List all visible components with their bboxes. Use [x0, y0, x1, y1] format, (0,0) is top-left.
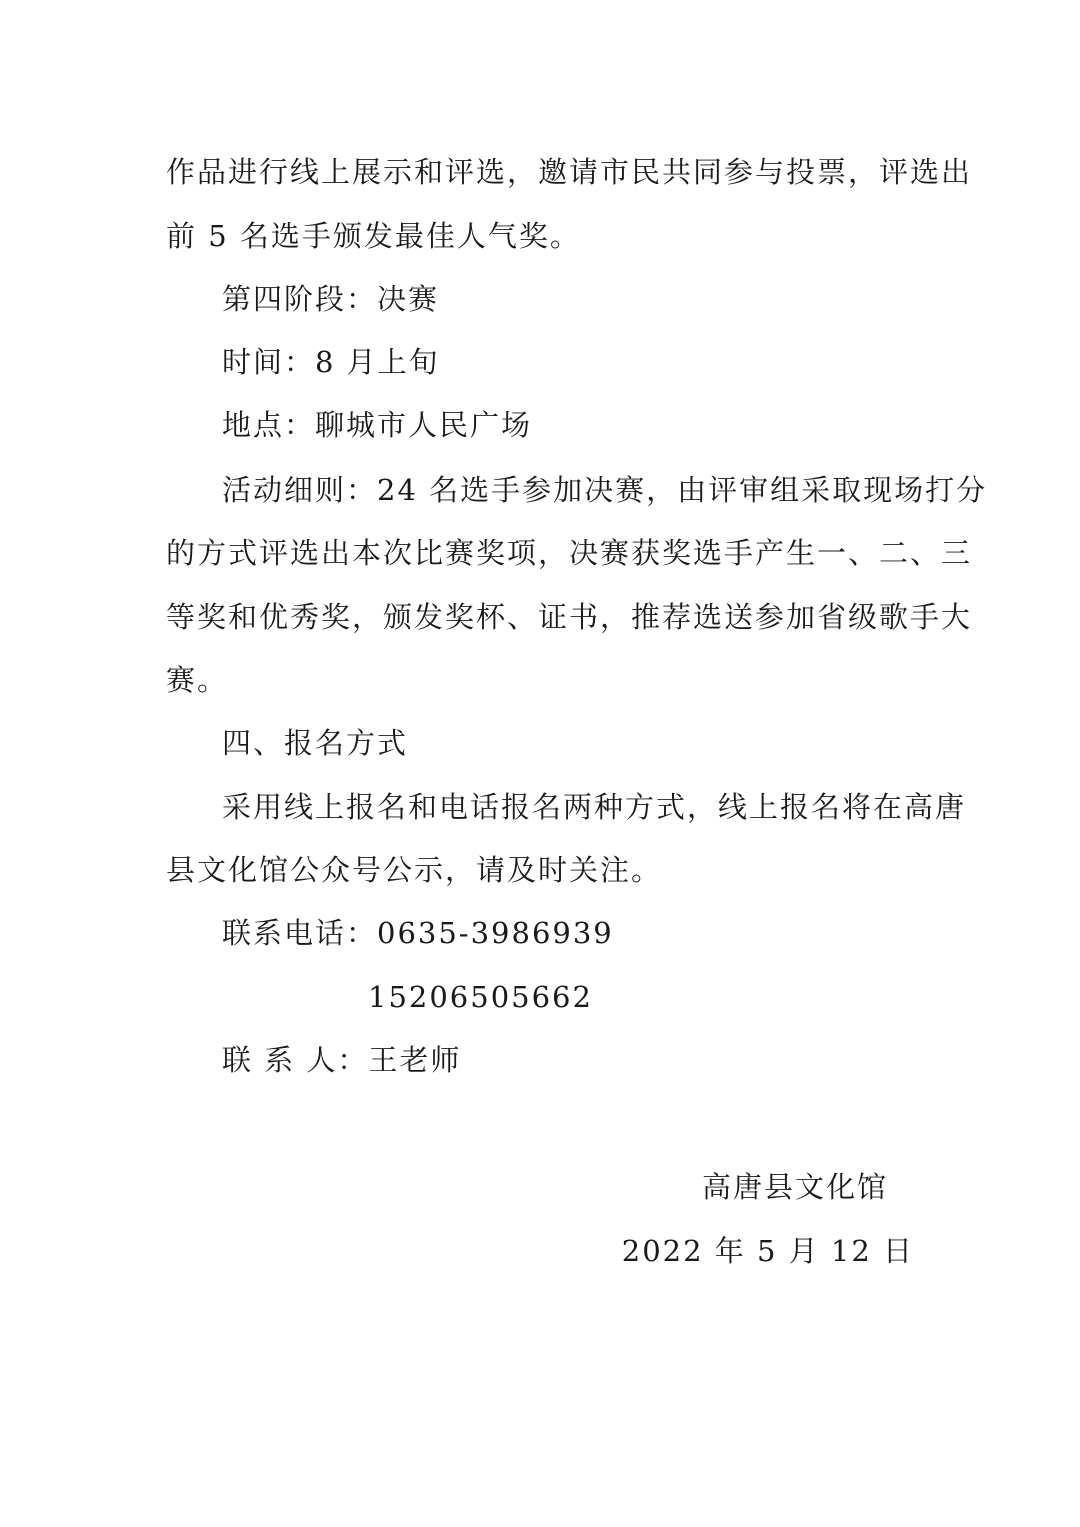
phone-line: 联系电话：0635-3986939	[222, 916, 614, 950]
details-line: 等奖和优秀奖，颁发奖杯、证书，推荐选送参加省级歌手大	[166, 600, 973, 634]
paragraph-line: 作品进行线上展示和评选，邀请市民共同参与投票，评选出	[166, 155, 973, 189]
details-line: 赛。	[166, 663, 229, 697]
time-line: 时间：8 月上旬	[222, 345, 440, 379]
signup-line: 采用线上报名和电话报名两种方式，线上报名将在高唐	[222, 790, 967, 824]
section-heading: 四、报名方式	[222, 726, 409, 760]
signature-date: 2022 年 5 月 12 日	[621, 1234, 914, 1268]
signup-line: 县文化馆公众号公示，请及时关注。	[166, 853, 663, 887]
contact-person: 联 系 人：王老师	[222, 1043, 462, 1077]
details-line: 的方式评选出本次比赛奖项，决赛获奖选手产生一、二、三	[166, 536, 973, 570]
stage-heading: 第四阶段：决赛	[222, 282, 440, 316]
signature-organization: 高唐县文化馆	[701, 1170, 888, 1204]
details-line: 活动细则：24 名选手参加决赛，由评审组采取现场打分	[222, 473, 988, 507]
paragraph-line: 前 5 名选手颁发最佳人气奖。	[166, 219, 581, 253]
location-line: 地点：聊城市人民广场	[222, 408, 533, 442]
phone-line-2: 15206505662	[368, 980, 593, 1014]
